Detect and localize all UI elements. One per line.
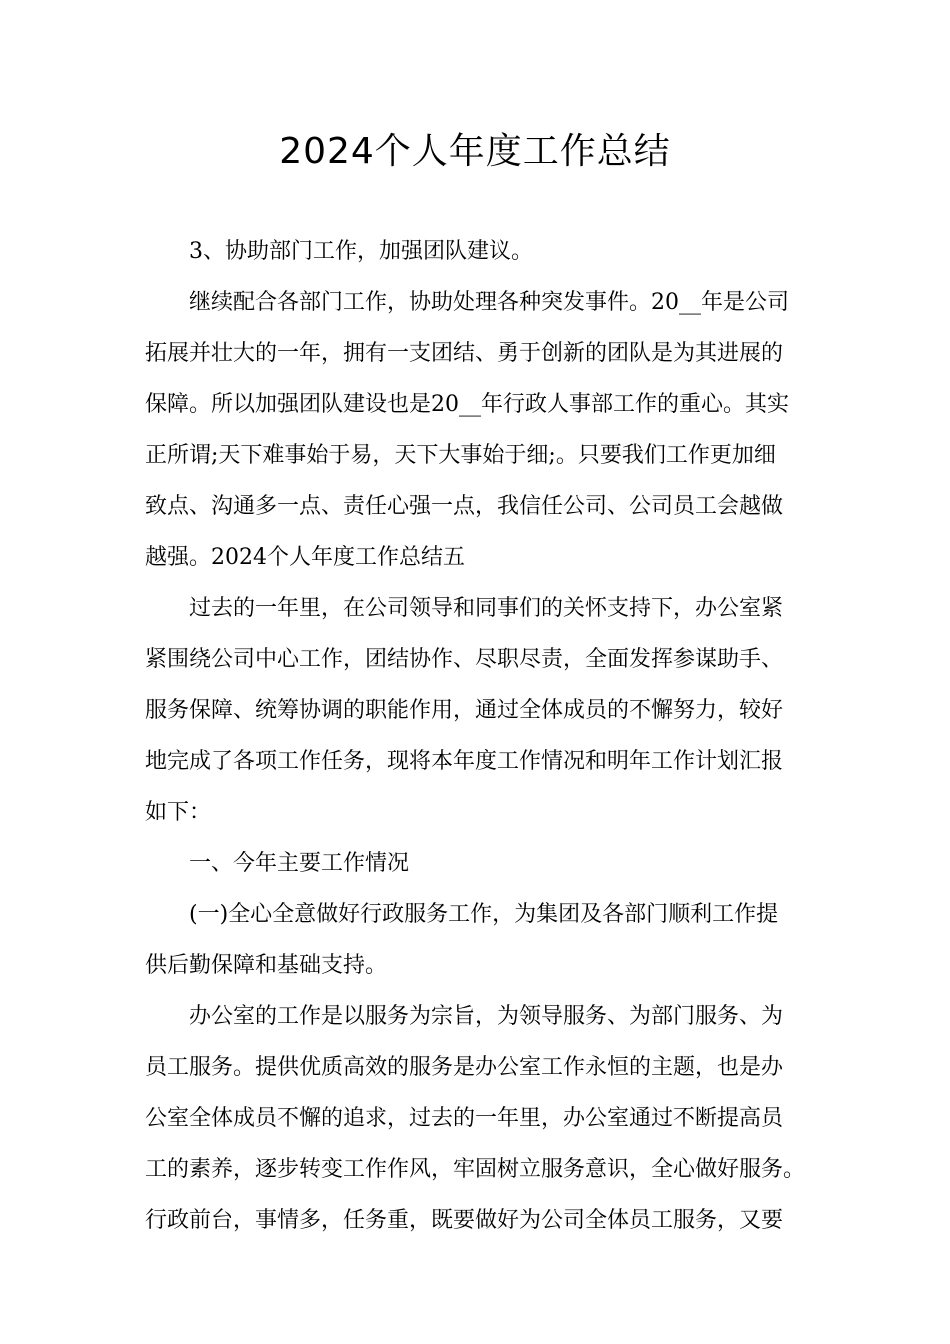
- body-line: 越强。2024个人年度工作总结五: [145, 545, 465, 570]
- body-line: 致点、沟通多一点、责任心强一点，我信任公司、公司员工会越做: [145, 494, 784, 519]
- body-line: 正所谓;天下难事始于易，天下大事始于细;。只要我们工作更加细: [145, 443, 776, 468]
- body-line: 3、协助部门工作，加强团队建议。: [189, 239, 533, 264]
- body-line: 行政前台，事情多，任务重，既要做好为公司全体员工服务，又要: [145, 1208, 784, 1233]
- document-body: [145, 226, 805, 1246]
- body-line: 地完成了各项工作任务，现将本年度工作情况和明年工作计划汇报: [145, 749, 784, 774]
- body-line: 供后勤保障和基础支持。: [145, 953, 388, 978]
- body-line: 过去的一年里，在公司领导和同事们的关怀支持下，办公室紧: [189, 596, 784, 621]
- body-line: 服务保障、统筹协调的职能作用，通过全体成员的不懈努力，较好: [145, 698, 784, 723]
- body-line: 拓展并壮大的一年，拥有一支团结、勇于创新的团队是为其进展的: [145, 341, 784, 366]
- body-line: 员工服务。提供优质高效的服务是办公室工作永恒的主题，也是办: [145, 1055, 784, 1080]
- subsection-heading: (一)全心全意做好行政服务工作，为集团及各部门顺利工作提: [189, 902, 779, 927]
- section-heading: 一、今年主要工作情况: [189, 851, 410, 876]
- body-line: 继续配合各部门工作，协助处理各种突发事件。20__年是公司: [189, 290, 789, 315]
- body-line: 公室全体成员不懈的追求，过去的一年里，办公室通过不断提高员: [145, 1106, 784, 1131]
- body-line: 保障。所以加强团队建设也是20__年行政人事部工作的重心。其实: [145, 392, 789, 417]
- document-title: 2024个人年度工作总结: [279, 131, 671, 172]
- body-line: 办公室的工作是以服务为宗旨，为领导服务、为部门服务、为: [189, 1004, 784, 1029]
- body-line: 工的素养，逐步转变工作作风，牢固树立服务意识，全心做好服务。: [145, 1157, 806, 1182]
- body-line: 如下：: [145, 800, 212, 825]
- body-line: 紧围绕公司中心工作，团结协作、尽职尽责，全面发挥参谋助手、: [145, 647, 784, 672]
